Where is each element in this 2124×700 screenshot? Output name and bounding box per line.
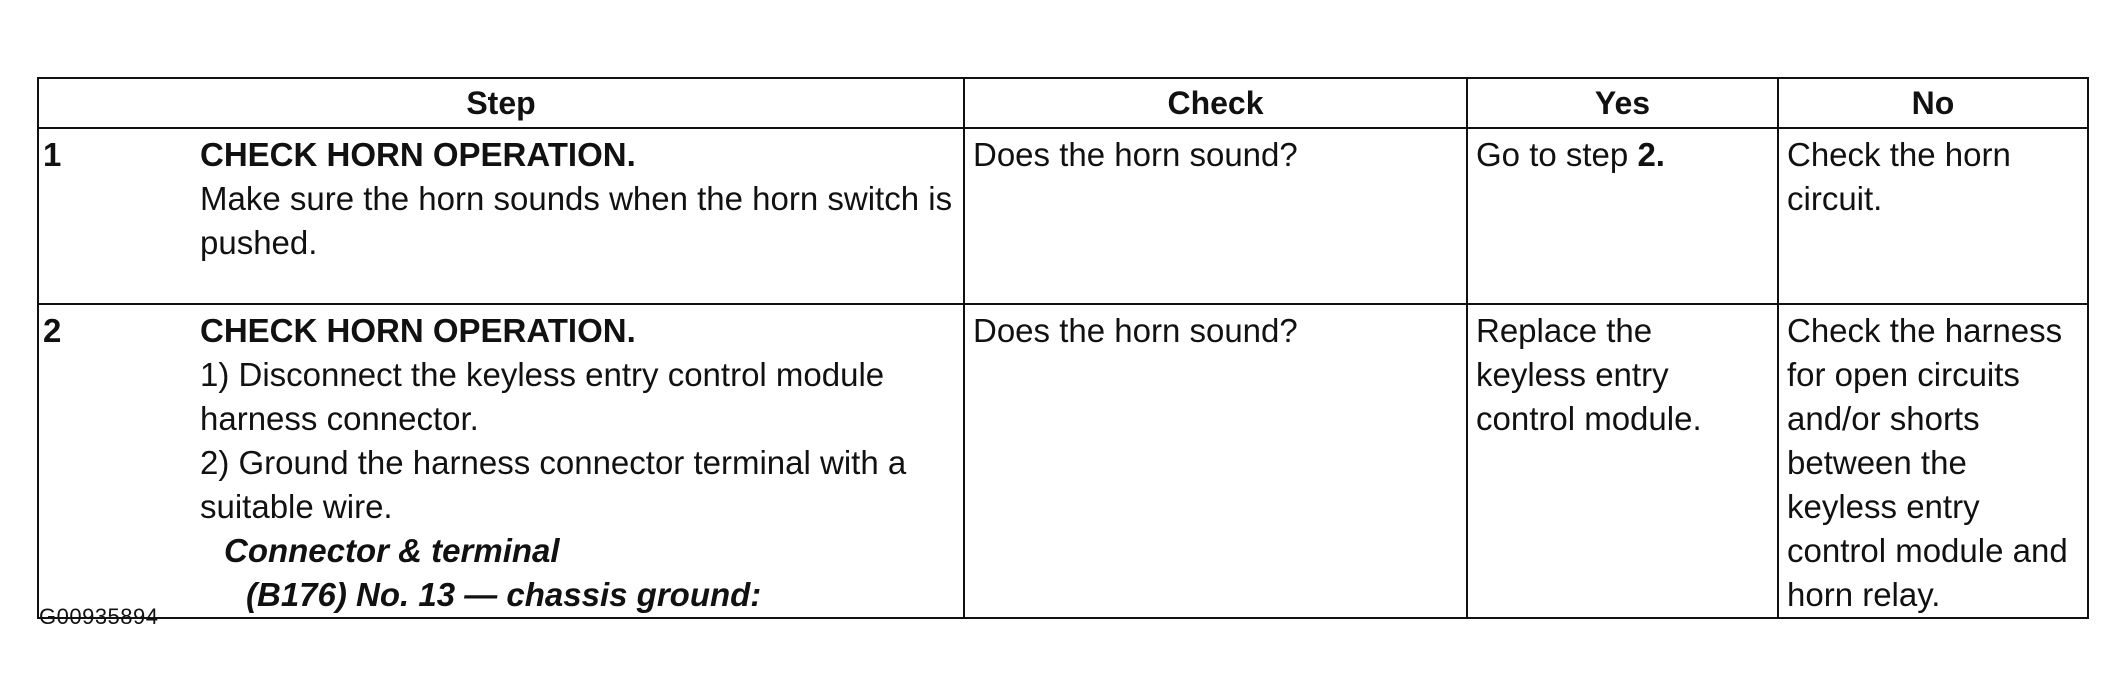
yes-text: Go to step xyxy=(1476,136,1638,173)
header-step: Step xyxy=(38,78,964,128)
header-check: Check xyxy=(964,78,1467,128)
step-title: CHECK HORN OPERATION. xyxy=(200,312,636,349)
step-text: Make sure the horn sounds when the horn switch is pushed. xyxy=(200,180,953,261)
connector-label: Connector & terminal xyxy=(224,532,560,569)
step-number: 1 xyxy=(38,128,200,304)
check-cell: Does the horn sound? xyxy=(964,128,1467,304)
step-cell xyxy=(200,128,964,304)
connector-detail: (B176) No. 13 — chassis ground: xyxy=(246,576,762,613)
header-no: No xyxy=(1778,78,2088,128)
step-instruction-2: 2) Ground the harness connector terminal with a suitable wire. xyxy=(200,444,907,525)
yes-cell xyxy=(1467,128,1778,304)
yes-cell: Replace the keyless entry control module. xyxy=(1467,304,1778,618)
table-row xyxy=(38,304,2088,618)
yes-step-ref: 2. xyxy=(1637,136,1665,173)
step-number: 2 xyxy=(38,304,200,618)
diagnostic-table xyxy=(37,77,2089,619)
no-cell: Check the horn circuit. xyxy=(1778,128,2088,304)
figure-code: G00935894 xyxy=(39,604,159,629)
step-instruction-1: 1) Disconnect the keyless entry control module harness connector. xyxy=(200,356,885,437)
step-title: CHECK HORN OPERATION. xyxy=(200,136,636,173)
step-cell xyxy=(200,304,964,618)
no-cell: Check the harness for open circuits and/or shorts between the keyless entry control module and horn relay. xyxy=(1778,304,2088,618)
check-cell: Does the horn sound? xyxy=(964,304,1467,618)
header-row xyxy=(38,78,2088,128)
table-row xyxy=(38,128,2088,304)
header-yes: Yes xyxy=(1467,78,1778,128)
